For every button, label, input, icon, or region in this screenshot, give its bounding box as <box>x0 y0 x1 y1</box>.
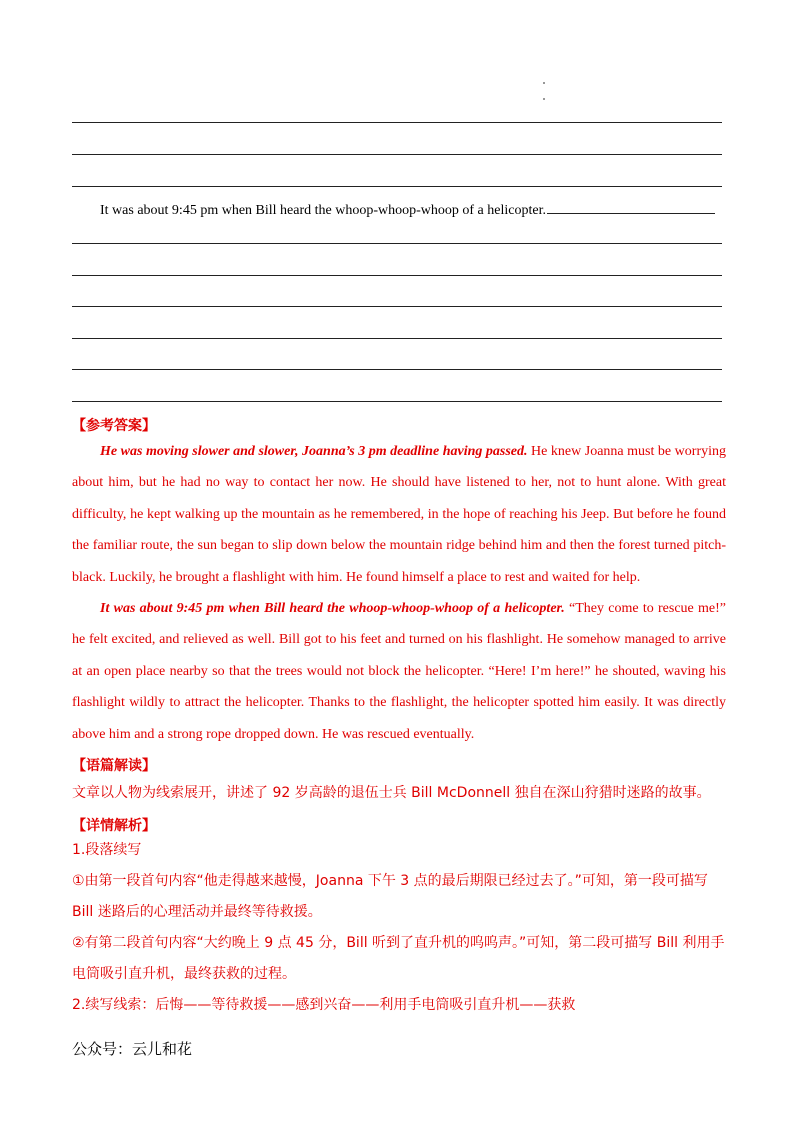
prompt-text: It was about 9:45 pm when Bill heard the whoop-whoop-whoop of a helicopter. <box>100 203 546 218</box>
scan-dot <box>543 82 545 84</box>
reading-heading: 【语篇解读】 <box>72 758 156 774</box>
writing-line <box>72 369 722 370</box>
writing-blank <box>547 199 715 214</box>
writing-line <box>72 243 722 244</box>
reading-text: 文章以人物为线索展开，讲述了 92 岁高龄的退伍士兵 Bill McDonnell 独自在深山狩猎时迷路的故事。 <box>72 785 711 801</box>
analysis-heading: 【详情解析】 <box>72 818 156 834</box>
reference-answer <box>72 436 726 750</box>
answer-p1-opening: He was moving slower and slower, Joanna’s 3 pm deadline having passed. <box>100 444 528 459</box>
answer-p2-opening: It was about 9:45 pm when Bill heard the whoop-whoop-whoop of a helicopter. <box>100 601 565 617</box>
analysis-body <box>72 835 732 1021</box>
analysis-item-1-title: 1.段落续写 <box>72 842 142 858</box>
writing-line <box>72 186 722 187</box>
writing-line <box>72 154 722 155</box>
reading-summary <box>72 778 732 809</box>
reference-answer-heading: 【参考答案】 <box>72 418 156 434</box>
answer-paragraph-2 <box>72 593 726 750</box>
scan-dot <box>543 98 545 100</box>
footer-account: 公众号：云儿和花 <box>72 1040 193 1058</box>
writing-line <box>72 122 722 123</box>
analysis-item-1-a: ①由第一段首句内容“他走得越来越慢，Joanna 下午 3 点的最后期限已经过去了。”可知，第一段可描写 Bill 迷路后的心理活动并最终等待救援。 <box>72 873 708 920</box>
writing-line <box>72 306 722 307</box>
answer-p2-body: “They come to rescue me!” he felt excited, and relieved as well. Bill got to his feet and turned on his flashlight. He somehow managed to arrive at an open place nearby so that the trees would not block the helicopter. “Here! I’m here!” he shouted, waving his flashlight wildly to attract the helicopter. Thanks to the flashlight, the helicopter spotted him easily. It was directly above him and a strong rope dropped down. He was rescued eventually. <box>72 601 726 742</box>
answer-paragraph-1 <box>72 436 726 593</box>
analysis-item-2: 2.续写线索：后悔——等待救援——感到兴奋——利用手电筒吸引直升机——获救 <box>72 997 576 1013</box>
writing-line <box>72 275 722 276</box>
paragraph-2-opening-sentence <box>100 199 715 221</box>
writing-line <box>72 338 722 339</box>
writing-line <box>72 401 722 402</box>
answer-p1-body: He knew Joanna must be worrying about him, but he had no way to contact her now. He should have listened to her, not to hunt alone. With great difficulty, he kept walking up the mountain as he remembered, in the hope of reaching his Jeep. But before he found the familiar route, the sun began to slip down below the mountain ridge behind him and then the forest turned pitch-black. Luckily, he brought a flashlight with him. He found himself a place to rest and waited for help. <box>72 444 726 585</box>
analysis-item-1-b: ②有第二段首句内容“大约晚上 9 点 45 分，Bill 听到了直升机的呜呜声。”可知，第二段可描写 Bill 利用手电筒吸引直升机，最终获救的过程。 <box>72 935 725 982</box>
